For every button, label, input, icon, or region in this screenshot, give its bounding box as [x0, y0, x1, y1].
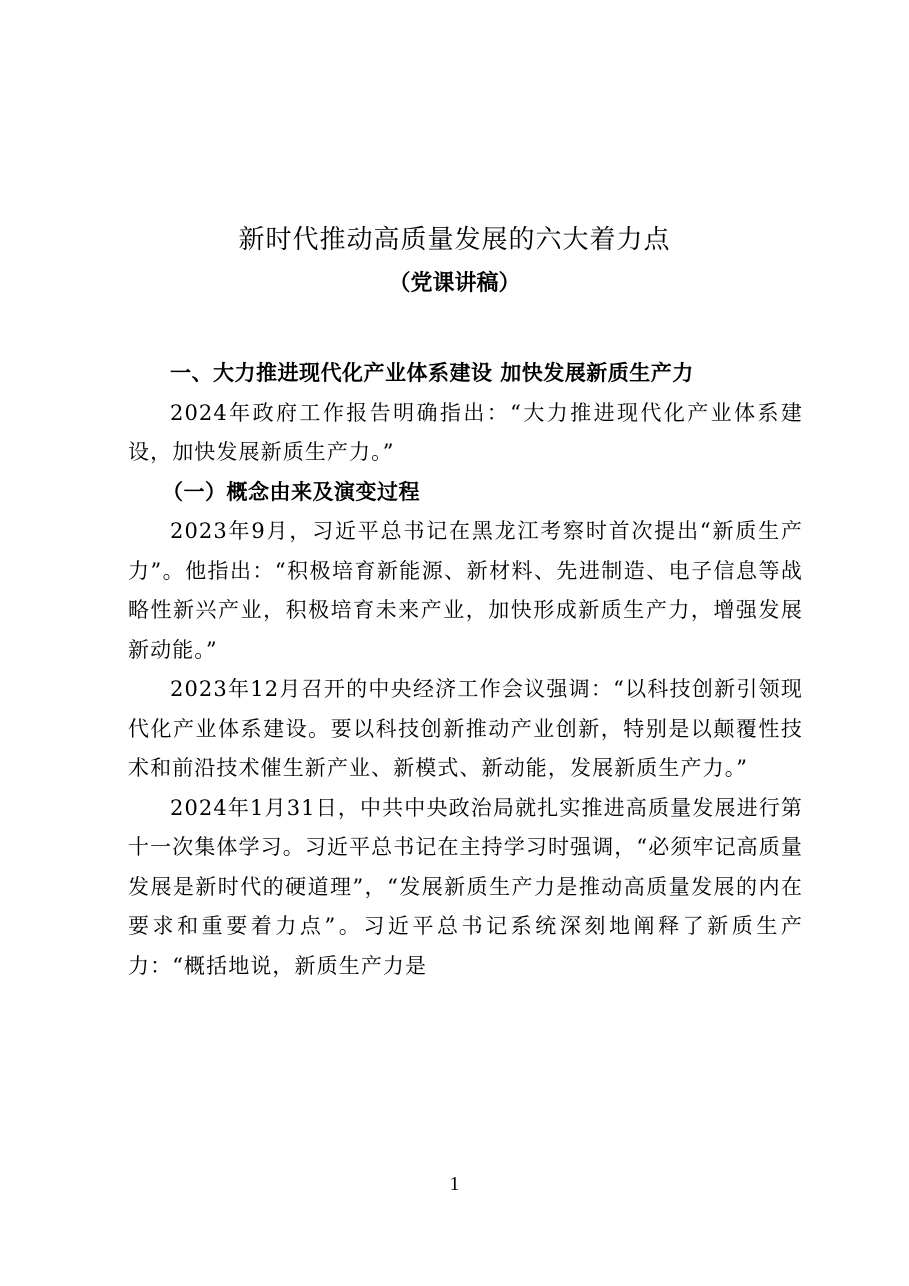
- paragraph: 2023年9月，习近平总书记在黑龙江考察时首次提出“新质生产力”。他指出：“积极培育新能源、新材料、先进制造、电子信息等战略性新兴产业，积极培育未来产业，加快形成新质生产力，增强发展新动能。”: [128, 519, 803, 662]
- page-number: 1: [449, 1173, 460, 1195]
- document-subtitle: （党课讲稿）: [388, 271, 521, 296]
- paragraph: 2024年1月31日，中共中央政治局就扎实推进高质量发展进行第十一次集体学习。习近平总书记在主持学习时强调，“必须牢记高质量发展是新时代的硬道理”，“发展新质生产力是推动高质量发展的内在要求和重要着力点”。习近平总书记系统深刻地阐释了新质生产力：“概括地说，新质生产力是: [128, 795, 803, 978]
- section-heading: 一、大力推进现代化产业体系建设 加快发展新质生产力: [170, 361, 694, 385]
- document-body: [128, 354, 803, 986]
- paragraph: 2023年12月召开的中央经济工作会议强调：“以科技创新引领现代化产业体系建设。要以科技创新推动产业创新，特别是以颠覆性技术和前沿技术催生新产业、新模式、新动能，发展新质生产力。”: [128, 677, 803, 780]
- subsection-heading: （一）概念由来及演变过程: [162, 479, 420, 504]
- document-title: 新时代推动高质量发展的六大着力点: [238, 225, 671, 255]
- paragraph: 2024年政府工作报告明确指出：“大力推进现代化产业体系建设，加快发展新质生产力。”: [128, 400, 803, 464]
